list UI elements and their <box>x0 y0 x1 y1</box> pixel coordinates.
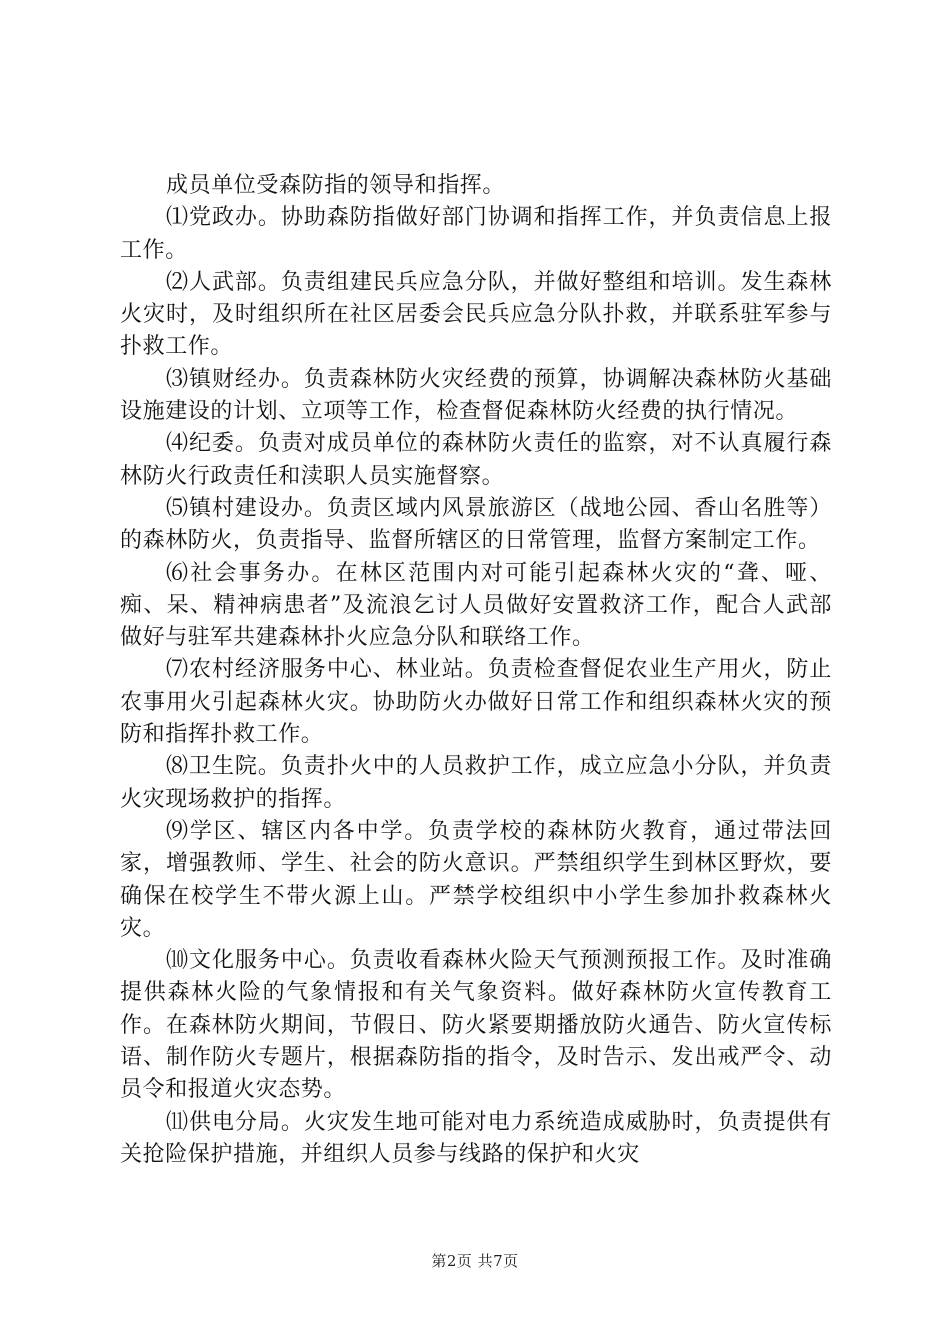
paragraph-party-office: ⑴党政办。协助森防指做好部门协调和指挥工作，并负责信息上报工作。 <box>120 205 832 263</box>
paragraph-health-center: ⑻卫生院。负责扑火中的人员救护工作，成立应急小分队，并负责火灾现场救护的指挥。 <box>120 754 832 812</box>
paragraph-village-construction: ⑸镇村建设办。负责区域内风景旅游区（战地公园、香山名胜等）的森林防火，负责指导、监督所辖区的日常管理，监督方案制定工作。 <box>120 495 832 554</box>
page-number-footer: 第2页 共7页 <box>431 1252 519 1270</box>
paragraph-discipline-committee: ⑷纪委。负责对成员单位的森林防火责任的监察，对不认真履行森林防火行政责任和渎职人员实施督察。 <box>120 431 832 489</box>
document-body <box>120 170 832 1171</box>
paragraph-power-supply: ⑾供电分局。火灾发生地可能对电力系统造成威胁时，负责提供有关抢险保护措施，并组织人员参与线路的保护和火灾 <box>120 1109 832 1167</box>
paragraph-schools: ⑼学区、辖区内各中学。负责学校的森林防火教育，通过带法回家，增强教师、学生、社会的防火意识。严禁组织学生到林区野炊，要确保在校学生不带火源上山。严禁学校组织中小学生参加扑救森林火灾。 <box>120 818 832 941</box>
paragraph-rural-economy: ⑺农村经济服务中心、林业站。负责检查督促农业生产用火，防止农事用火引起森林火灾。协助防火办做好日常工作和组织森林火灾的预防和指挥扑救工作。 <box>120 657 832 748</box>
paragraph-armed-forces: ⑵人武部。负责组建民兵应急分队，并做好整组和培训。发生森林火灾时，及时组织所在社区居委会民兵应急分队扑救，并联系驻军参与扑救工作。 <box>120 269 832 360</box>
paragraph-intro: 成员单位受森防指的领导和指挥。 <box>166 173 506 198</box>
paragraph-culture-center: ⑽文化服务中心。负责收看森林火险天气预测预报工作。及时准确提供森林火险的气象情报和有关气象资料。做好森林防火宣传教育工作。在森林防火期间，节假日、防火紧要期播放防火通告、防火宣传标语、制作防火专题片，根据森防指的指令，及时告示、发出戒严令、动员令和报道火灾态势。 <box>120 948 832 1103</box>
paragraph-finance-office: ⑶镇财经办。负责森林防火灾经费的预算，协调解决森林防火基础设施建设的计划、立项等工作，检查督促森林防火经费的执行情况。 <box>120 366 832 425</box>
paragraph-social-affairs: ⑹社会事务办。在林区范围内对可能引起森林火灾的“聋、哑、痴、呆、精神病患者”及流浪乞讨人员做好安置救济工作，配合人武部做好与驻军共建森林扑火应急分队和联络工作。 <box>120 560 832 651</box>
